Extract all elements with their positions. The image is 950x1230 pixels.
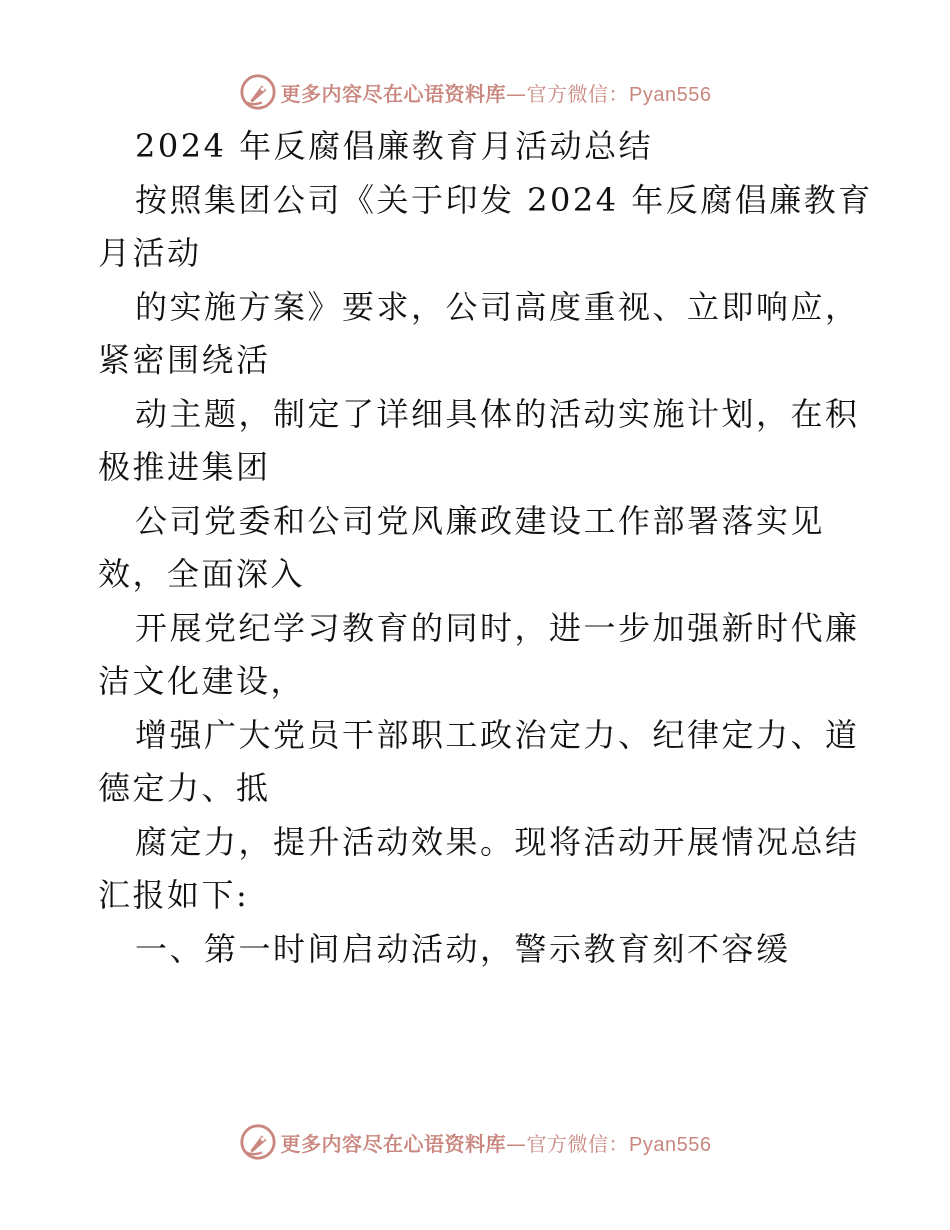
footer-banner-text: [281, 1128, 712, 1157]
pen-nib-logo-icon: [239, 1123, 277, 1161]
banner-dash: —: [506, 81, 527, 106]
paragraph-line: 动主题，制定了详细具体的活动实施计划，在积: [135, 394, 860, 433]
site-name: 更多内容尽在心语资料库: [280, 81, 507, 106]
paragraph-line: 德定力、抵: [98, 769, 271, 807]
site-name: 更多内容尽在心语资料库: [280, 1131, 507, 1156]
paragraph-line: 月活动: [98, 234, 202, 272]
paragraph-line: 腐定力，提升活动效果。现将活动开展情况总结: [135, 822, 860, 861]
paragraph-line: 公司党委和公司党风廉政建设工作部署落实见: [135, 501, 826, 540]
header-banner-text: [281, 78, 712, 107]
paragraph-line: 汇报如下:: [98, 876, 250, 914]
paragraph-line: 的实施方案》要求，公司高度重视、立即响应，: [135, 287, 860, 326]
wechat-label: 官方微信：: [526, 1131, 630, 1156]
header-banner-inner: [239, 73, 712, 111]
paragraph-line: 极推进集团: [98, 448, 271, 486]
paragraph-line: 紧密围绕活: [98, 341, 271, 379]
paragraph-line: 洁文化建设，: [98, 662, 306, 700]
header-banner: [0, 70, 950, 114]
wechat-id: Pyan556: [629, 1133, 712, 1156]
section-heading: 一、第一时间启动活动，警示教育刻不容缓: [135, 929, 791, 968]
paragraph-line: 效，全面深入: [98, 555, 306, 593]
pen-nib-logo-icon: [239, 73, 277, 111]
document-body: [98, 120, 873, 976]
footer-banner: [0, 1120, 950, 1164]
paragraph-line: 增强广大党员干部职工政治定力、纪律定力、道: [135, 715, 860, 754]
wechat-label: 官方微信：: [526, 81, 630, 106]
paragraph-line: 按照集团公司《关于印发 2024 年反腐倡廉教育: [135, 180, 873, 219]
wechat-id: Pyan556: [629, 83, 712, 106]
document-title: 2024 年反腐倡廉教育月活动总结: [135, 127, 654, 165]
footer-banner-inner: [239, 1123, 712, 1161]
banner-dash: —: [506, 1131, 527, 1156]
paragraph-line: 开展党纪学习教育的同时，进一步加强新时代廉: [135, 608, 860, 647]
